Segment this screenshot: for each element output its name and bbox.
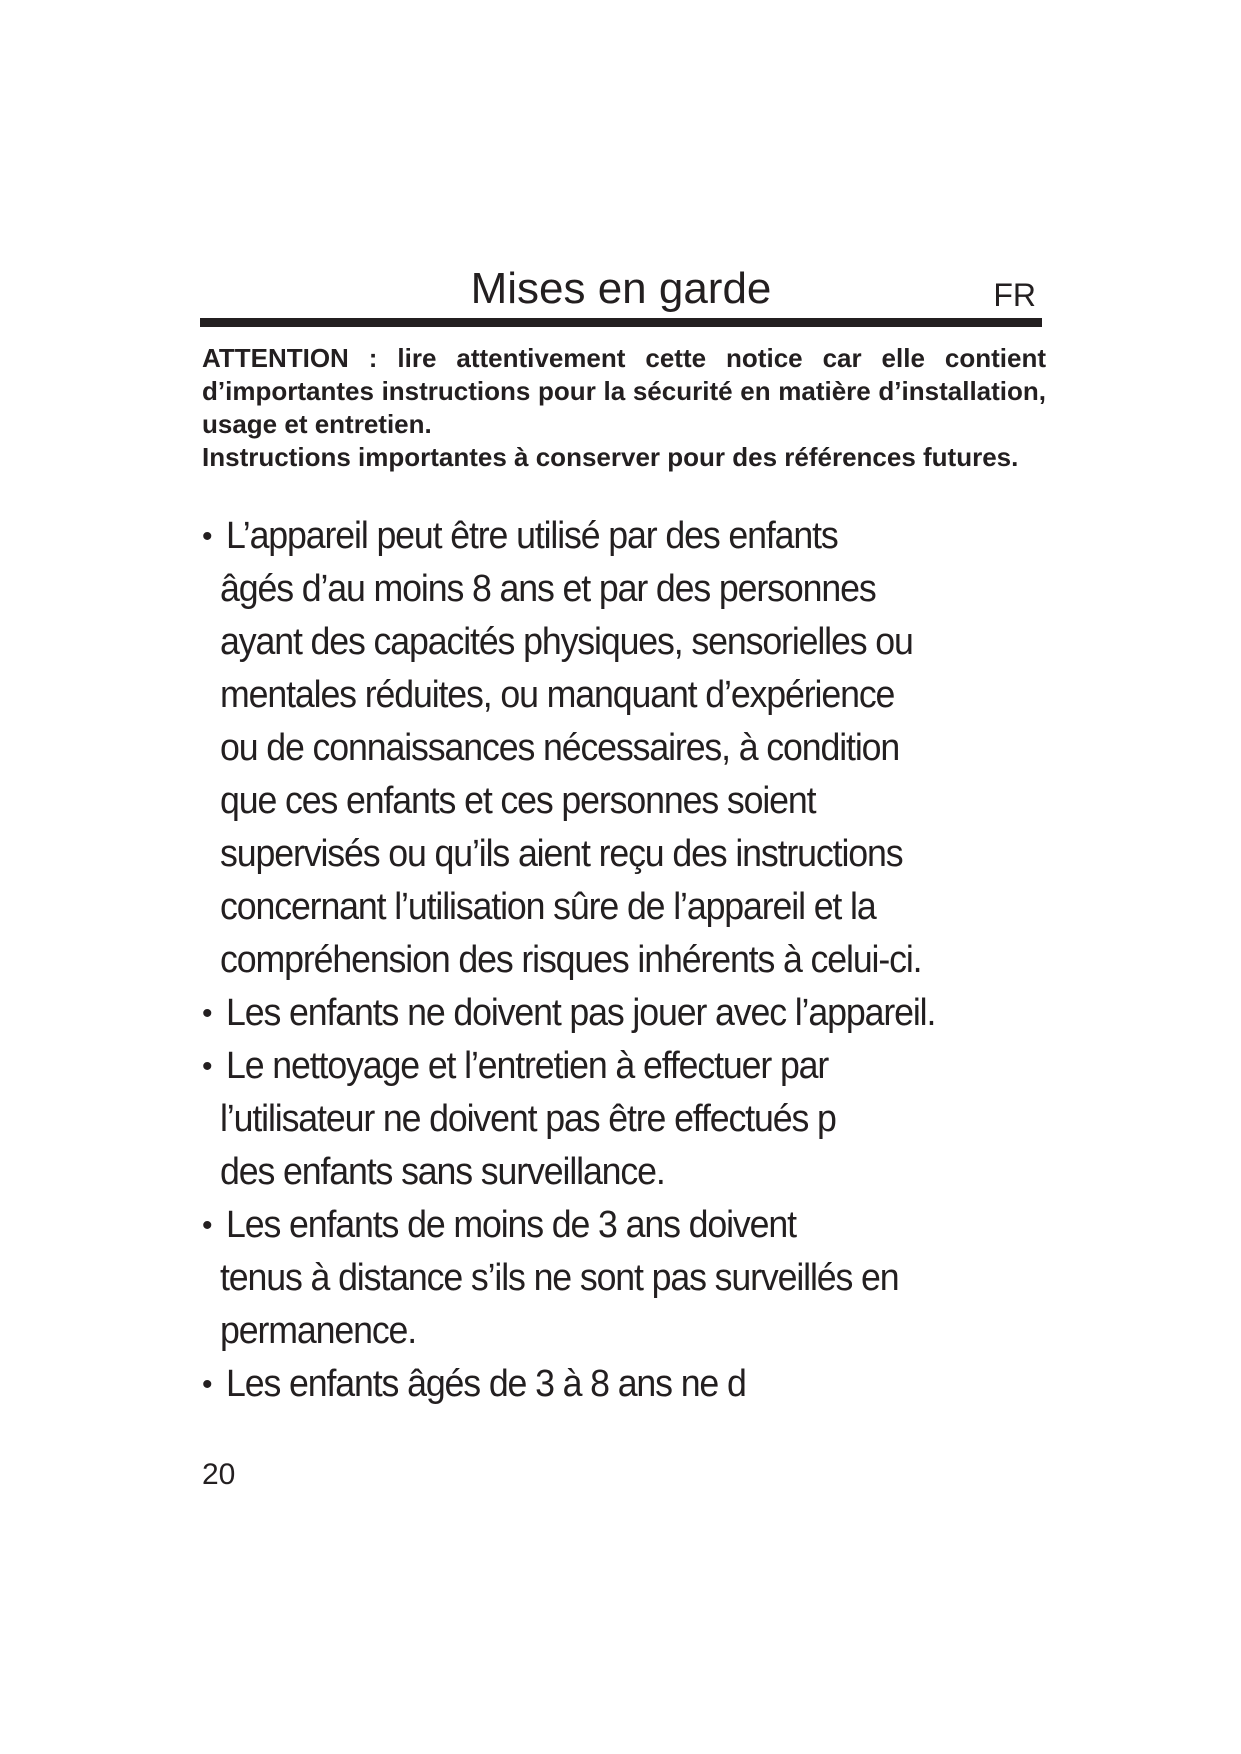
text-line: âgés d’au moins 8 ans et par des personnes [220, 568, 876, 610]
header-rule [200, 318, 1042, 327]
list-item [202, 987, 1064, 1040]
text-line: L’appareil peut être utilisé par des enfants [226, 515, 838, 557]
page-number: 20 [202, 1458, 236, 1491]
list-item [202, 1358, 1064, 1411]
attention-text: ATTENTION : lire attentivement cette notice car elle contient d’importantes instructions pour la sécurité en matière d’installation, usage et entretien. [202, 343, 1046, 439]
bullet-icon: • [202, 520, 213, 553]
text-line: Le nettoyage et l’entretien à effectuer par [226, 1045, 829, 1087]
text-line: supervisés ou qu’ils aient reçu des instructions [220, 833, 903, 875]
list-item [202, 510, 1064, 987]
text-line: permanence. [220, 1310, 417, 1352]
bullet-icon: • [202, 1209, 213, 1242]
text-line: ayant des capacités physiques, sensorielles ou [220, 621, 913, 663]
language-code: FR [993, 277, 1036, 313]
safety-list [202, 510, 1064, 1411]
text-line: concernant l’utilisation sûre de l’appareil et la [220, 886, 876, 928]
text-line: Les enfants de moins de 3 ans doivent [226, 1204, 796, 1246]
list-item [202, 1199, 1064, 1358]
text-line: ou de connaissances nécessaires, à condition [220, 727, 900, 769]
text-line: l’utilisateur ne doivent pas être effectués p [220, 1098, 836, 1140]
bullet-icon: • [202, 1368, 213, 1401]
text-line: tenus à distance s’ils ne sont pas surveillés en [220, 1257, 899, 1299]
page-title: Mises en garde [470, 264, 772, 313]
attention-notice [202, 342, 1046, 474]
text-line: que ces enfants et ces personnes soient [220, 780, 816, 822]
bullet-icon: • [202, 1050, 213, 1083]
bullet-icon: • [202, 997, 213, 1030]
keep-instructions-text: Instructions importantes à conserver pour des références futures. [202, 442, 1019, 472]
text-line: mentales réduites, ou manquant d’expérience [220, 674, 895, 716]
text-line: compréhension des risques inhérents à celui-ci. [220, 939, 922, 981]
text-line: Les enfants ne doivent pas jouer avec l’appareil. [226, 992, 936, 1034]
text-line: Les enfants âgés de 3 à 8 ans ne d [226, 1363, 746, 1405]
text-line: des enfants sans surveillance. [220, 1151, 665, 1193]
list-item [202, 1040, 1064, 1199]
